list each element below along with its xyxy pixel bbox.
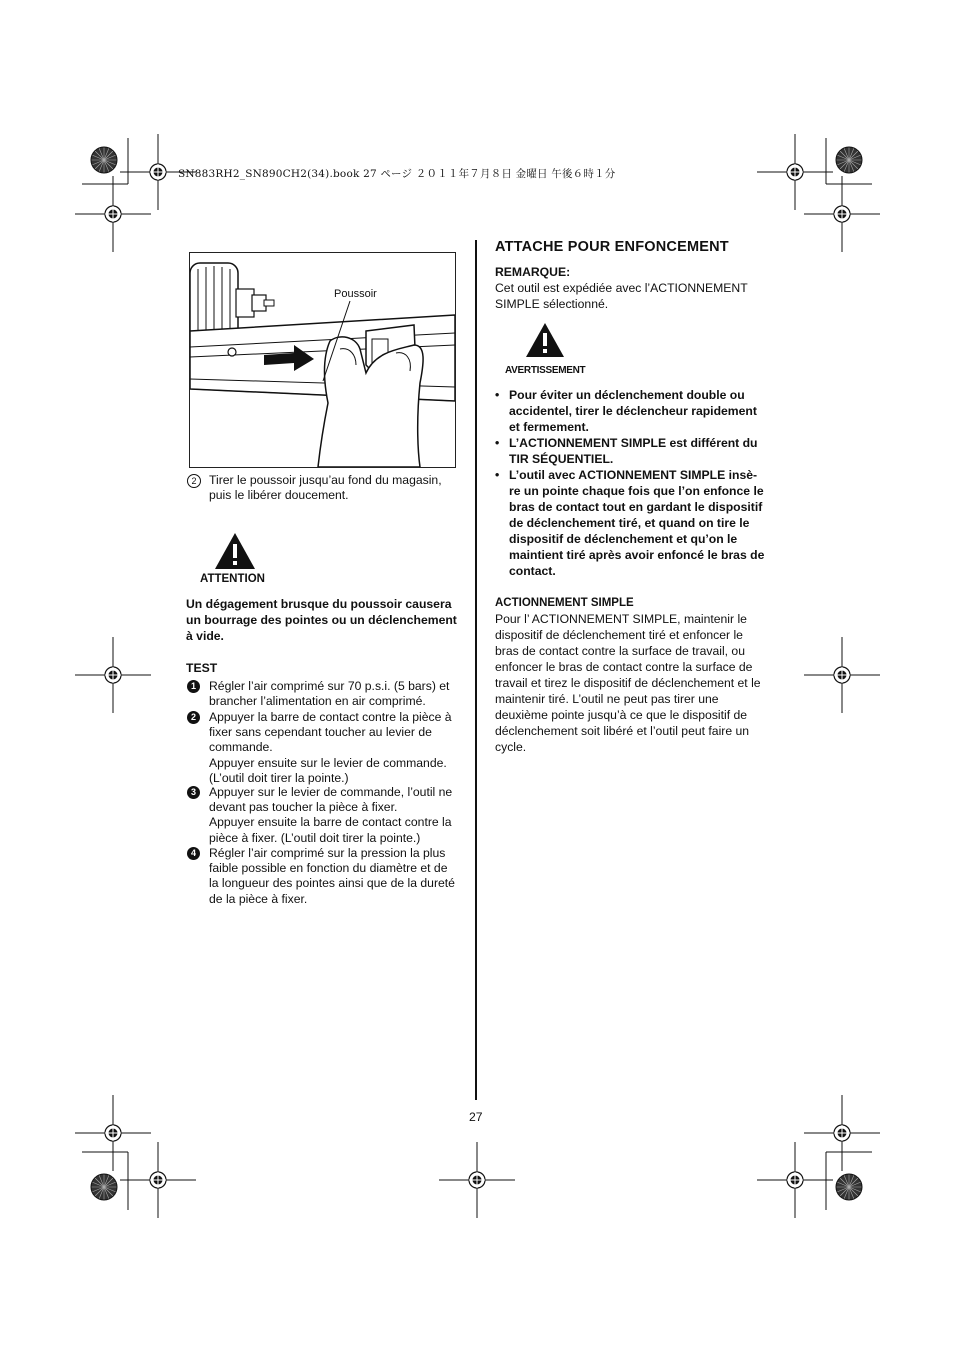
step-number-badge: 1: [187, 680, 200, 693]
step-text: Appuyer sur le levier de commande, l’outil ne devant pas toucher la pièce à fixer.: [209, 785, 453, 815]
list-item: • Pour éviter un déclenchement double ou accidentel, tirer le déclencheur rapidement et fermement.: [495, 387, 767, 435]
test-step-1: [190, 679, 459, 709]
step-2-release-pusher: [191, 473, 459, 503]
page-number: 27: [469, 1110, 483, 1124]
step-text: Appuyer la barre de contact contre la pièce à fixer sans cependant toucher au levier de commande.: [209, 710, 452, 755]
nailer-magazine-drawing: [190, 253, 455, 467]
list-item: • L’outil avec ACTIONNEMENT SIMPLE insè-re un pointe chaque fois que l’on enfonce le bras de contact tout en gardant le dispositif de déclenchement tiré, et quand on tire le dispositif de déclenchement et qu’on le maintient tiré après avoir enfoncé le bras de contact.: [495, 467, 767, 579]
test-step-4: [190, 846, 459, 907]
test-step-2: [190, 710, 459, 786]
step-extra-text: Appuyer ensuite la barre de contact contre la pièce à fixer. (L’outil doit tirer la pointe.): [209, 815, 452, 845]
step-number-marker: 2: [187, 474, 201, 488]
test-step-3: [190, 785, 459, 846]
attention-text: Un dégagement brusque du poussoir causera un bourrage des pointes ou un déclenchement à vide.: [186, 597, 457, 643]
warning-bullet-list: [495, 387, 767, 579]
list-item: • L’ACTIONNEMENT SIMPLE est différent du TIR SÉQUENTIEL.: [495, 435, 767, 467]
step-text: Régler l’air comprimé sur 70 p.s.i. (5 bars) et brancher l’alimentation en air comprimé.: [209, 679, 450, 709]
step-extra-text: Appuyer ensuite sur le levier de commande. (L’outil doit tirer la pointe.): [209, 755, 447, 785]
step-number-badge: 2: [187, 711, 200, 724]
attention-warning-icon: [214, 532, 256, 570]
remarque-text: Cet outil est expédiée avec l’ACTIONNEMENT SIMPLE sélectionné.: [495, 281, 748, 311]
avertissement-warning-icon: [525, 322, 565, 358]
actionnement-title: ACTIONNEMENT SIMPLE: [495, 597, 634, 609]
column-divider: [475, 240, 477, 1100]
test-title: TEST: [186, 661, 218, 675]
actionnement-text: Pour l’ ACTIONNEMENT SIMPLE, maintenir le dispositif de déclenchement tiré et enfoncer le bras de contact contre la surface de travail, ou enfoncer le bras de contact contre la surface de travail et tirez le dispositif de déclenchement et le maintenir tiré. L’outil ne peut pas tirer une deuxième pointe jusqu’à ce que le dispositif de déclenchement soit libéré et l’outil peut faire un cycle.: [495, 612, 761, 754]
pusher-illustration: [189, 252, 456, 468]
step-text: Régler l’air comprimé sur la pression la plus faible possible en fonction du diamètre et de la longueur des pointes ainsi que de la dureté de la pièce à fixer.: [209, 846, 455, 906]
remarque-title: REMARQUE:: [495, 265, 571, 279]
step-number-badge: 4: [187, 847, 200, 860]
section-title: ATTACHE POUR ENFONCEMENT: [495, 239, 729, 255]
avertissement-label: AVERTISSEMENT: [505, 365, 586, 376]
step-text: Tirer le poussoir jusqu’au fond du magasin, puis le libérer doucement.: [209, 473, 442, 503]
callout-poussoir: Poussoir: [334, 288, 377, 300]
book-header-line: SN883RH2_SN890CH2(34).book 27 ページ ２０１１年７月８日 金曜日 午後６時１分: [178, 168, 616, 180]
attention-label: ATTENTION: [200, 573, 265, 585]
step-number-badge: 3: [187, 786, 200, 799]
